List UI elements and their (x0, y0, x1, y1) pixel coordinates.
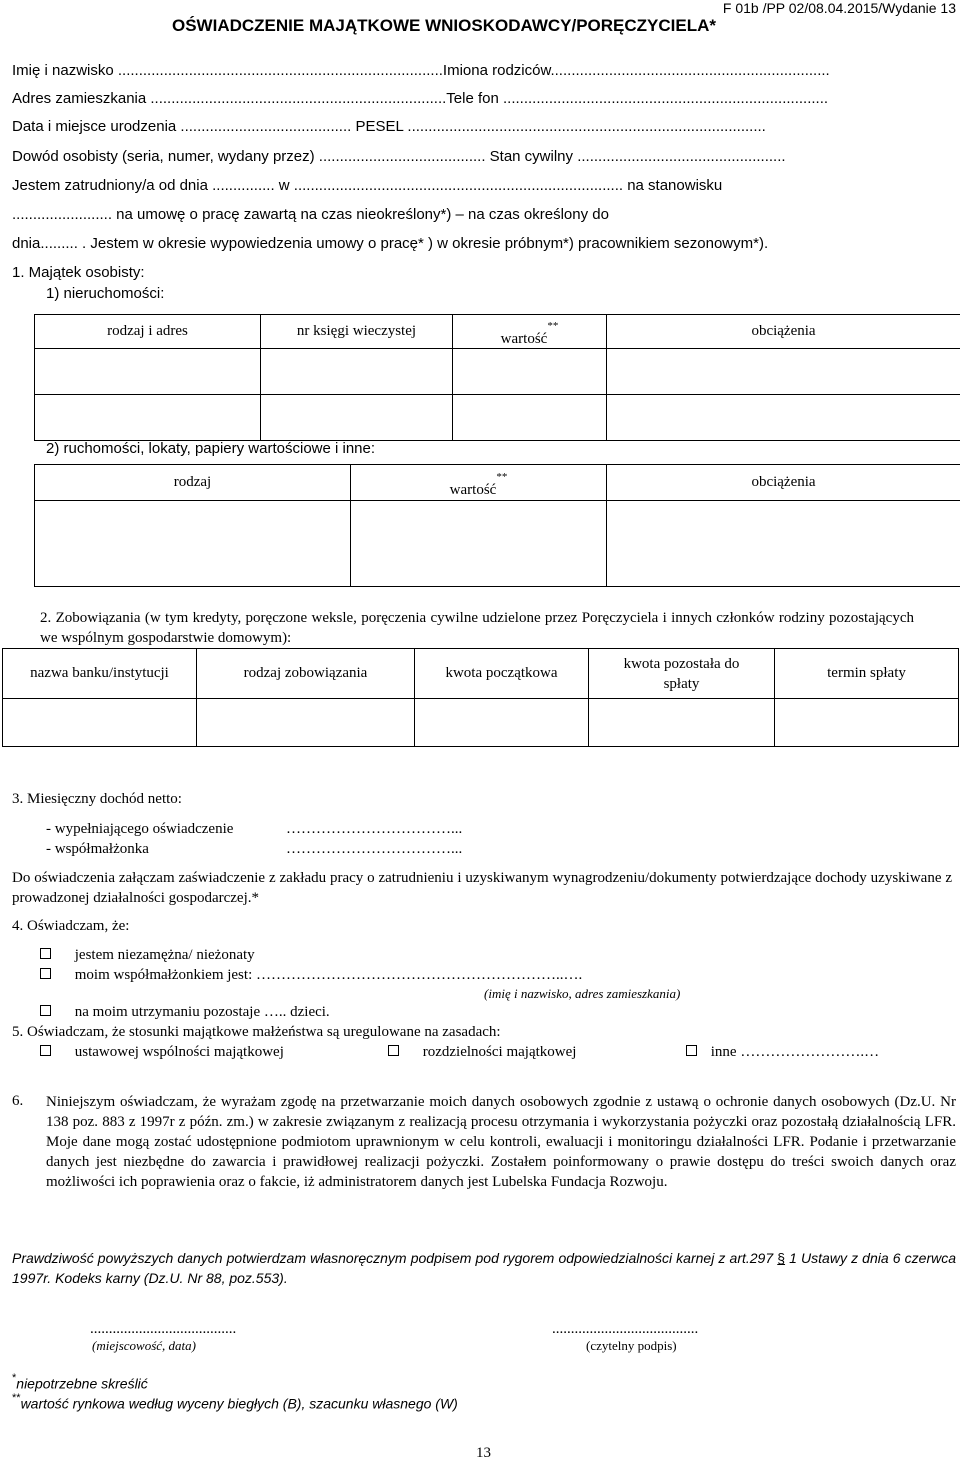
table-row (3, 699, 959, 747)
col-header-type-address: rodzaj i adres (35, 315, 261, 349)
col-header-remaining-amount: kwota pozostała do spłaty (589, 649, 775, 699)
field-line-status: dnia......... . Jestem w okresie wypowiedzenia umowy o pracę* ) w okresie próbnym*) pracownikiem sezonowym*). (12, 235, 768, 253)
checkbox-joint-property[interactable] (40, 1045, 51, 1056)
table-cell[interactable] (35, 395, 261, 441)
col-header-encumbrance: obciążenia (607, 315, 960, 349)
income-attachment-note: Do oświadczenia załączam zaświadczenie z zakładu pracy o zatrudnieniu i uzyskiwanym wynagrodzeniu/dokumenty potwierdzające dochody uzyskiwane z prowadzonej działalności gospodarczej.* (12, 868, 952, 908)
section-1-sub-movables: 2) ruchomości, lokaty, papiery wartościowe i inne: (46, 440, 375, 458)
table-cell[interactable] (607, 501, 960, 587)
option-unmarried[interactable] (40, 946, 255, 964)
field-line-id: Dowód osobisty (seria, numer, wydany przez) ........................................ Stan cywilny .................................................. (12, 148, 786, 166)
table-cell[interactable] (197, 699, 415, 747)
footnote-1 (12, 1374, 148, 1392)
option-joint-property[interactable] (40, 1043, 284, 1061)
income-spouse-value: ……………………………... (286, 840, 462, 858)
table-header-row (35, 465, 960, 501)
signature-label: (czytelny podpis) (586, 1338, 677, 1354)
income-self-value: ……………………………... (286, 820, 462, 838)
footnote-2-text: wartość rynkowa według wyceny biegłych (B), szacunku własnego (W) (21, 1396, 458, 1412)
table-cell[interactable] (3, 699, 197, 747)
field-line-employment: Jestem zatrudniony/a od dnia ............... w ............................................................................... na stanowisku (12, 177, 722, 195)
table-row (35, 395, 960, 441)
footnote-mark: ** (547, 320, 558, 332)
col-header-type: rodzaj (35, 465, 351, 501)
field-line-address: Adres zamieszkania .......................................................................Tele fon .............................................................................. (12, 90, 828, 108)
option-separate-property[interactable] (388, 1043, 576, 1061)
col-header-value (453, 315, 607, 349)
checkbox-unmarried[interactable] (40, 948, 51, 959)
table-cell[interactable] (35, 501, 351, 587)
income-spouse-label: - współmałżonka (46, 840, 149, 858)
liabilities-table (2, 648, 959, 747)
table-cell[interactable] (351, 501, 607, 587)
declaration-text (12, 1248, 956, 1288)
table-cell[interactable] (261, 349, 453, 395)
section-5-heading: 5. Oświadczam, że stosunki majątkowe małżeństwa są uregulowane na zasadach: (12, 1023, 501, 1041)
declaration-part-a: Prawdziwość powyższych danych potwierdzam własnoręcznym podpisem pod rygorem odpowiedzialności karnej z art.297 (12, 1250, 777, 1266)
col-header-initial-amount: kwota początkowa (415, 649, 589, 699)
table-header-row (35, 315, 960, 349)
col-header-value (351, 465, 607, 501)
option-unmarried-label: jestem niezamężna/ nieżonaty (75, 947, 255, 963)
table-cell[interactable] (35, 349, 261, 395)
table-header-row (3, 649, 959, 699)
table-row (35, 501, 960, 587)
table-cell[interactable] (261, 395, 453, 441)
footnote-2-mark: ** (12, 1392, 21, 1404)
declaration-part-b: 1 Ustawy z dnia 6 czerwca 1997r. Kodeks karny (Dz.U. Nr 88, poz.553). (12, 1250, 956, 1286)
option-spouse[interactable] (40, 966, 582, 984)
option-children[interactable] (40, 1003, 330, 1021)
real-estate-table (34, 314, 960, 441)
footnote-2 (12, 1394, 458, 1412)
spouse-hint: (imię i nazwisko, adres zamieszkania) (484, 986, 680, 1002)
option-spouse-label: moim współmałżonkiem jest: ……………………………………………………..…. (75, 967, 582, 983)
footnote-1-text: niepotrzebne skreślić (16, 1376, 148, 1392)
section-sign: § (777, 1250, 785, 1266)
checkbox-other-property[interactable] (686, 1045, 697, 1056)
col-header-land-register: nr księgi wieczystej (261, 315, 453, 349)
table-cell[interactable] (607, 349, 960, 395)
option-other-property-label: inne …………………….… (711, 1044, 879, 1060)
form-code: F 01b /PP 02/08.04.2015/Wydanie 13 (723, 0, 956, 17)
table-cell[interactable] (453, 395, 607, 441)
checkbox-children[interactable] (40, 1005, 51, 1016)
value-label: wartość (501, 331, 548, 347)
option-separate-property-label: rozdzielności majątkowej (423, 1044, 577, 1060)
income-self-label: - wypełniającego oświadczenie (46, 820, 233, 838)
place-date-dots: ....................................... (90, 1320, 236, 1338)
section-3-heading: 3. Miesięczny dochód netto: (12, 790, 182, 808)
table-cell[interactable] (589, 699, 775, 747)
field-line-name: Imię i nazwisko ..............................................................................Imiona rodziców................................................................... (12, 62, 830, 80)
option-joint-property-label: ustawowej wspólności majątkowej (75, 1044, 284, 1060)
col-header-bank: nazwa banku/instytucji (3, 649, 197, 699)
field-line-birth: Data i miejsce urodzenia ......................................... PESEL ...................................................................................... (12, 118, 766, 136)
col-header-repayment-date: termin spłaty (775, 649, 959, 699)
section-4-heading: 4. Oświadczam, że: (12, 917, 129, 935)
col-header-encumbrance: obciążenia (607, 465, 960, 501)
table-cell[interactable] (607, 395, 960, 441)
section-6-consent-text: Niniejszym oświadczam, że wyrażam zgodę na przetwarzanie moich danych osobowych zgodnie z ustawą o ochronie danych osobowych (Dz.U. Nr 138 poz. 883 z 1997r z późn. zm.) w zakresie związanym z realizacją procesu otrzymania i wykorzystania pożyczki oraz pozostałą działalnością LFR. Moje dane mogą zostać udostępnione podmiotom uprawnionym w celu kontroli, ewaluacji i monitoringu działalności LFR. Podanie i przetwarzanie danych jest niezbędne do zawarcia i prawidłowej realizacji pożyczki. Zostałem poinformowany o prawie dostępu do treści swoich danych oraz możliwości ich poprawienia oraz o fakcie, iż administratorem danych jest Lubelska Fundacja Rozwoju. (46, 1092, 956, 1192)
section-1-heading: 1. Majątek osobisty: (12, 264, 145, 282)
section-2-text: 2. Zobowiązania (w tym kredyty, poręczone weksle, poręczenia cywilne udzielone przez Poręczyciela i innych członków rodziny pozostających we wspólnym gospodarstwie domowym): (16, 608, 914, 648)
movables-table (34, 464, 960, 587)
field-line-contract: ........................ na umowę o pracę zawartą na czas nieokreślony*) – na czas określony do (12, 206, 609, 224)
table-cell[interactable] (775, 699, 959, 747)
table-cell[interactable] (415, 699, 589, 747)
footnote-mark: ** (496, 471, 507, 483)
option-children-label: na moim utrzymaniu pozostaje ….. dzieci. (75, 1004, 330, 1020)
place-date-label: (miejscowość, data) (92, 1338, 196, 1354)
checkbox-separate-property[interactable] (388, 1045, 399, 1056)
section-1-sub-real-estate: 1) nieruchomości: (46, 285, 164, 303)
col-header-liability-type: rodzaj zobowiązania (197, 649, 415, 699)
signature-dots: ....................................... (552, 1320, 698, 1338)
page-title: OŚWIADCZENIE MAJĄTKOWE WNIOSKODAWCY/PORĘCZYCIELA* (172, 16, 716, 36)
page-number: 13 (476, 1444, 491, 1462)
value-label: wartość (450, 482, 497, 498)
table-row (35, 349, 960, 395)
checkbox-spouse[interactable] (40, 968, 51, 979)
section-6-number: 6. (12, 1092, 23, 1110)
table-cell[interactable] (453, 349, 607, 395)
option-other-property[interactable] (686, 1043, 879, 1061)
footnote-1-mark: * (12, 1372, 16, 1384)
